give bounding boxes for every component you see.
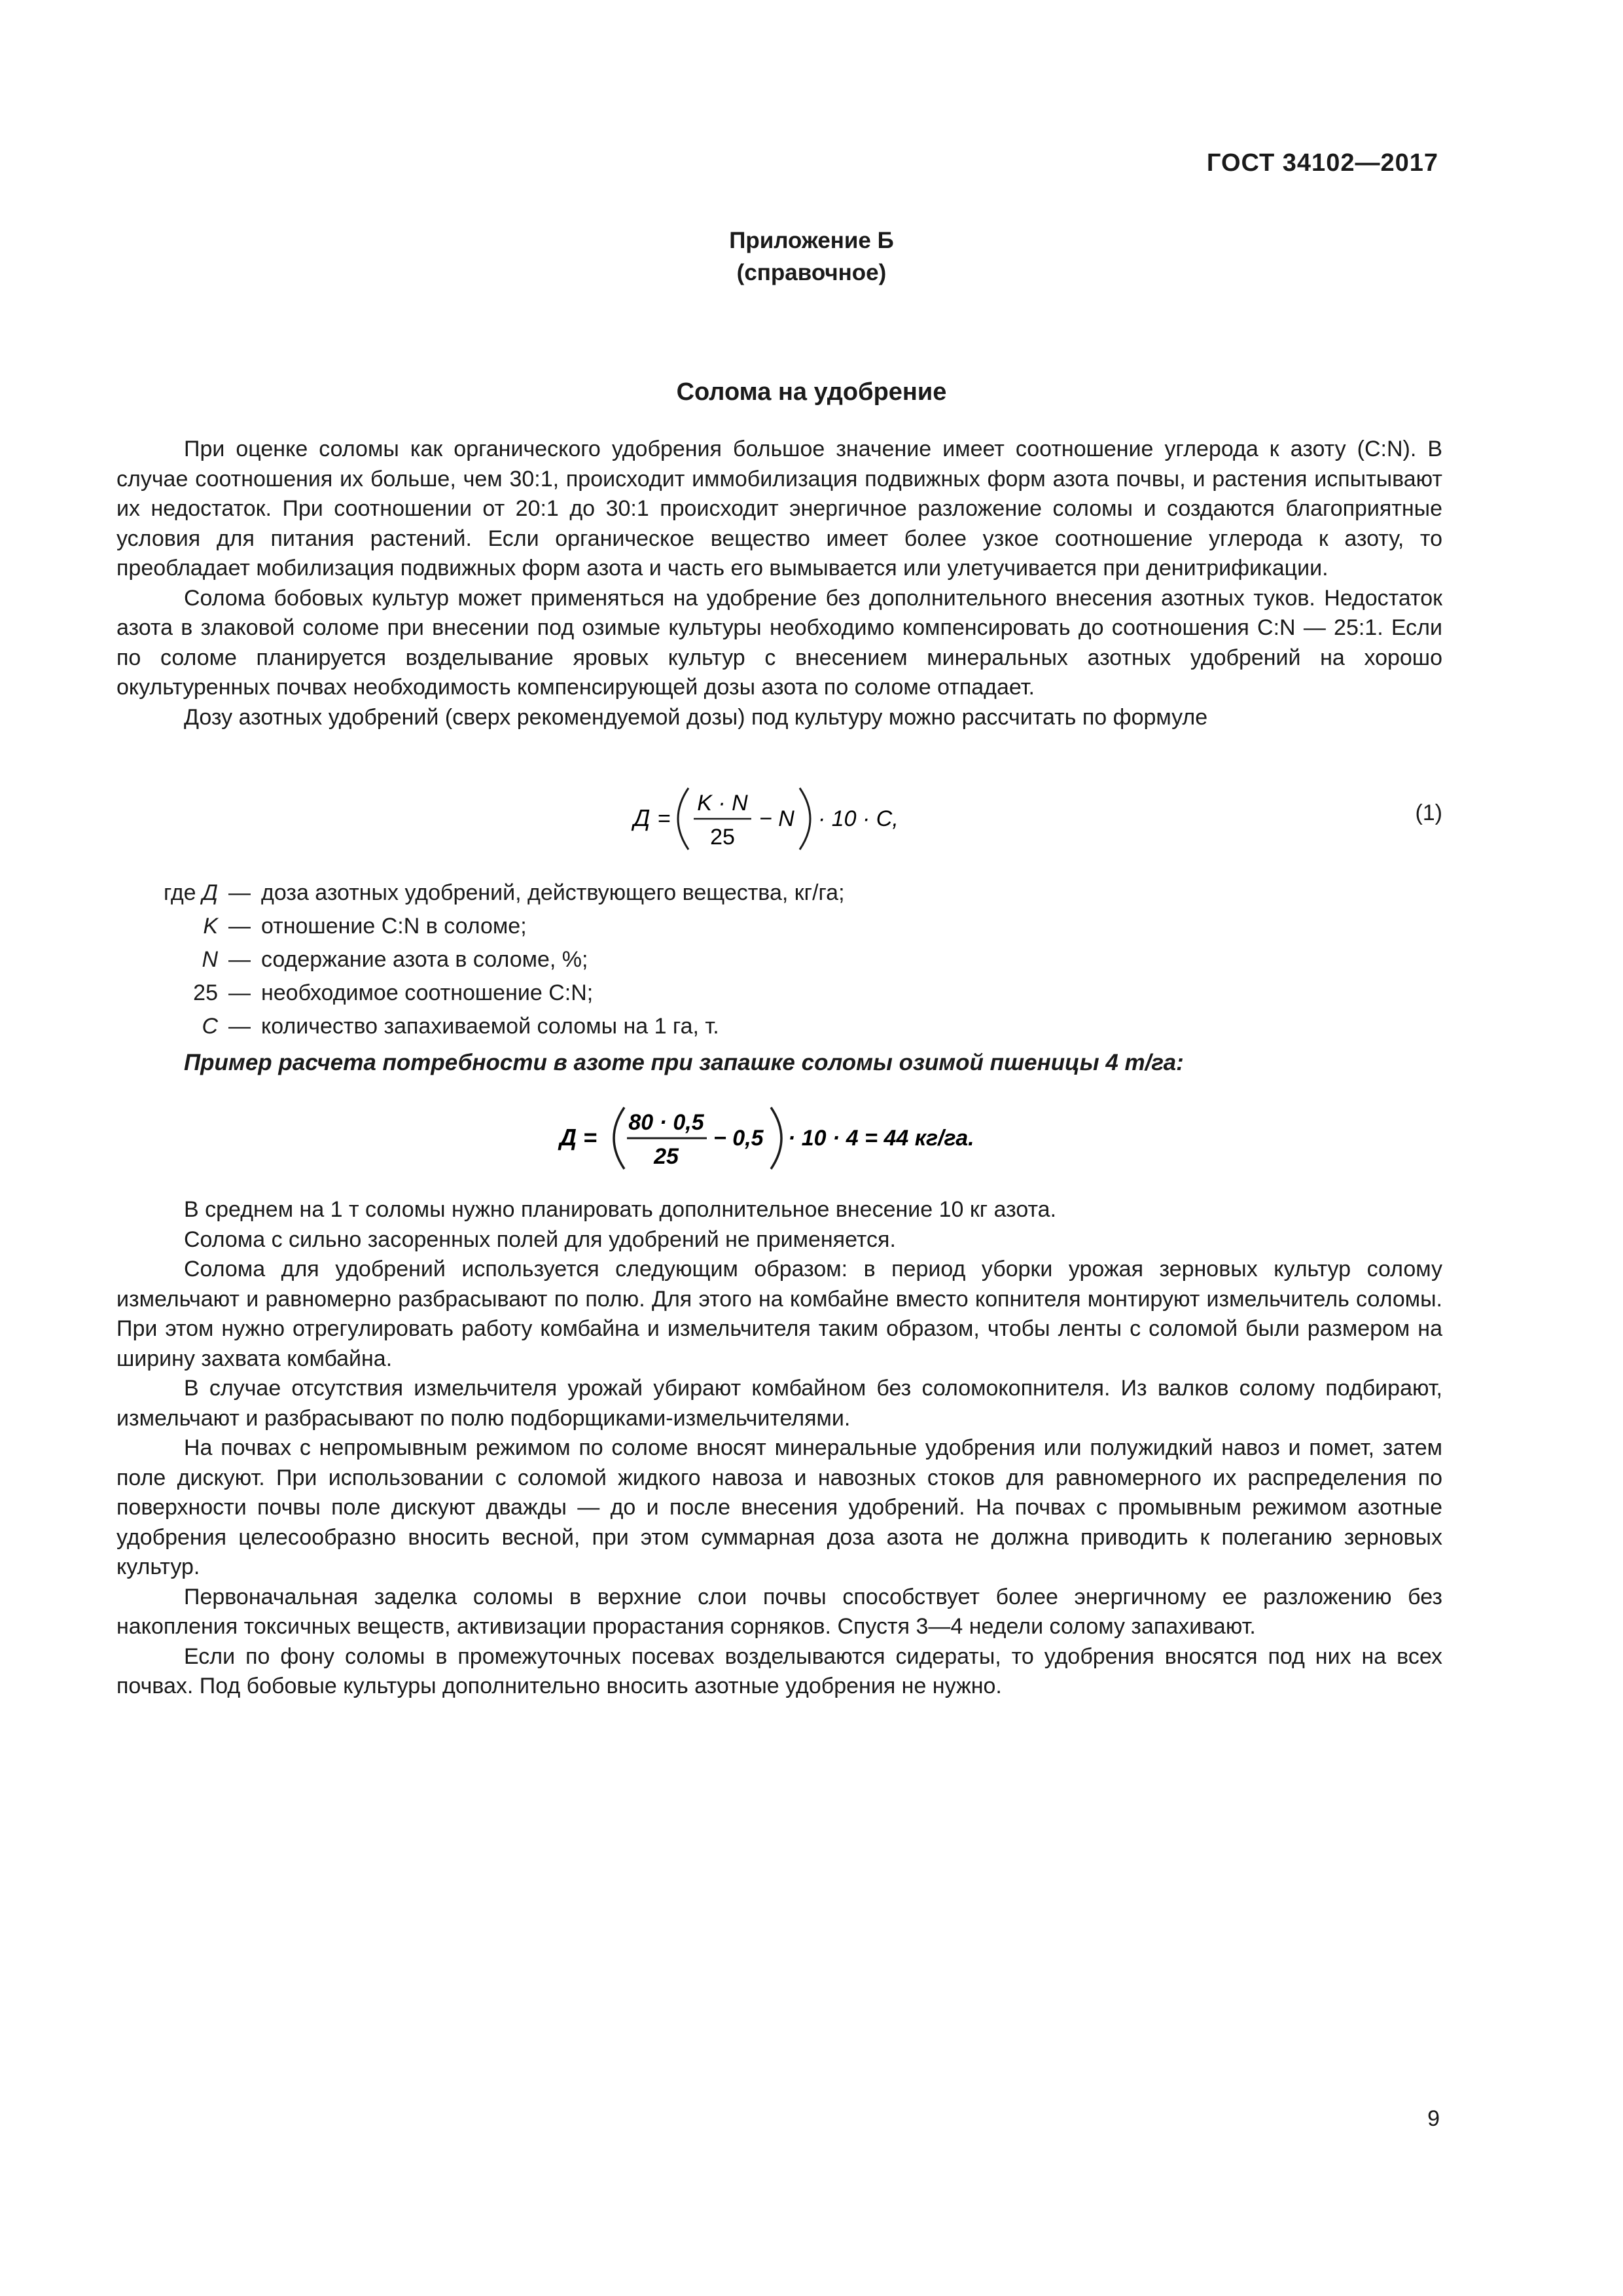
paragraph: Солома с сильно засоренных полей для удобрений не применяется. xyxy=(184,1227,896,1252)
legend-symbol: K xyxy=(203,914,218,939)
legend-text: количество запахиваемой соломы на 1 га, т. xyxy=(261,1014,719,1039)
paragraph: В среднем на 1 т соломы нужно планировать дополнительное внесение 10 кг азота. xyxy=(184,1197,1057,1222)
appendix-type: (справочное) xyxy=(736,260,887,285)
legend-text: отношение C:N в соломе; xyxy=(261,914,527,939)
paragraph: На почвах с непромывным режимом по соломе вносят минеральные удобрения или полужидкий навоз и помет, затем поле дискуют. При использовании с соломой жидкого навоза и навозных стоков для равномерного их распределения по поверхности почвы поле дискуют дважды — до и после внесения удобрений. На почвах с промывным режимом азотные удобрения целесообразно вносить весной, при этом суммарная доза азота не должна приводить к полеганию зерновых культур. xyxy=(116,1435,1442,1579)
legend-row xyxy=(116,977,845,1010)
formula-minus-term: − N xyxy=(759,806,794,831)
legend-prefix: где xyxy=(163,880,196,905)
left-paren xyxy=(678,788,688,850)
paragraph: Дозу азотных удобрений (сверх рекомендуемой дозы) под культуру можно рассчитать по формуле xyxy=(184,704,1208,730)
legend-symbol-cell xyxy=(116,876,218,910)
legend-symbol: Д xyxy=(202,880,218,905)
example-numerator: 80 · 0,5 xyxy=(628,1110,704,1135)
example-denominator: 25 xyxy=(654,1144,679,1169)
example-title: Пример расчета потребности в азоте при запашке соломы озимой пшеницы 4 т/га: xyxy=(184,1050,1184,1075)
legend-symbol: N xyxy=(202,947,218,972)
example-tail: · 10 · 4 = 44 кг/га. xyxy=(788,1126,974,1151)
legend-symbol-cell xyxy=(116,943,218,977)
legend-symbol: C xyxy=(202,1014,218,1039)
standard-code: ГОСТ 34102—2017 xyxy=(1206,149,1438,177)
formula-denominator: 25 xyxy=(710,825,735,850)
legend-symbol-cell xyxy=(116,910,218,943)
legend-text: содержание азота в соломе, %; xyxy=(261,947,588,972)
paragraph: В случае отсутствия измельчителя урожай убирают комбайном без соломокопнителя. Из валков солому подбирают, измельчают и разбрасывают по полю подборщиками-измельчителями. xyxy=(116,1376,1442,1431)
legend-row xyxy=(116,910,845,943)
variable-legend xyxy=(116,876,845,1043)
legend-dash: — xyxy=(228,1014,251,1039)
right-paren xyxy=(800,788,810,850)
legend-symbol: 25 xyxy=(193,980,218,1005)
appendix-label: Приложение Б xyxy=(729,228,894,253)
legend-symbol-cell xyxy=(116,977,218,1010)
legend-text: доза азотных удобрений, действующего вещества, кг/га; xyxy=(261,880,845,905)
legend-row xyxy=(116,943,845,977)
left-paren xyxy=(614,1107,624,1169)
paragraph: Солома для удобрений используется следующим образом: в период уборки урожая зерновых культур солому измельчают и равномерно разбрасывают по полю. Для этого на комбайне вместо копнителя монтируют измельчитель соломы. При этом нужно отрегулировать работу комбайна и измельчителя таким образом, чтобы ленты с соломой были размером на ширину захвата комбайна. xyxy=(116,1257,1442,1371)
paragraph: Солома бобовых культур может применяться на удобрение без дополнительного внесения азотных туков. Недостаток азота в злаковой соломе при внесении под озимые культуры необходимо компенсировать до соотношения C:N — 25:1. Если по соломе планируется возделывание яровых культур с внесением минеральных азотных удобрений на хорошо окультуренных почвах необходимость компенсирующей дозы азота по соломе отпадает. xyxy=(116,585,1442,700)
example-formula xyxy=(0,1102,1623,1174)
formula-1 xyxy=(0,783,1623,855)
formula-number: (1) xyxy=(1415,800,1442,825)
formula-eq: = xyxy=(658,806,671,831)
legend-row xyxy=(116,1010,845,1043)
body-section-1 xyxy=(116,435,1442,732)
paragraph: Первоначальная заделка соломы в верхние слои почвы способствует более энергичному ее разложению без накопления токсичных веществ, активизации прорастания сорняков. Спустя 3—4 недели солому запахивают. xyxy=(116,1584,1442,1639)
legend-dash: — xyxy=(228,980,251,1005)
legend-dash: — xyxy=(228,947,251,972)
formula-lhs: Д xyxy=(633,804,651,831)
formula-numerator: K · N xyxy=(697,791,748,816)
legend-symbol-cell xyxy=(116,1010,218,1043)
section-title: Солома на удобрение xyxy=(676,378,947,406)
example-lhs: Д = xyxy=(560,1124,597,1151)
legend-row xyxy=(116,876,845,910)
body-section-2 xyxy=(116,1195,1442,1702)
right-paren xyxy=(771,1107,781,1169)
paragraph: При оценке соломы как органического удобрения большое значение имеет соотношение углерода к азоту (C:N). В случае соотношения их больше, чем 30:1, происходит иммобилизация подвижных форм азота почвы, и растения испытывают их недостаток. При соотношении от 20:1 до 30:1 происходит энергичное разложение соломы и создаются благоприятные условия для питания растений. Если органическое вещество имеет более узкое соотношение углерода к азоту, то преобладает мобилизация подвижных форм азота и часть его вымывается или улетучивается при денитрификации. xyxy=(116,437,1442,581)
page-number: 9 xyxy=(1427,2106,1440,2131)
example-minus-term: − 0,5 xyxy=(713,1126,764,1151)
paragraph: Если по фону соломы в промежуточных посевах возделываются сидераты, то удобрения вносятся под них на всех почвах. Под бобовые культуры дополнительно вносить азотные удобрения не нужно. xyxy=(116,1643,1442,1698)
legend-dash: — xyxy=(228,914,251,939)
legend-text: необходимое соотношение C:N; xyxy=(261,980,594,1005)
legend-dash: — xyxy=(228,880,251,905)
formula-tail: · 10 · C, xyxy=(818,806,899,831)
